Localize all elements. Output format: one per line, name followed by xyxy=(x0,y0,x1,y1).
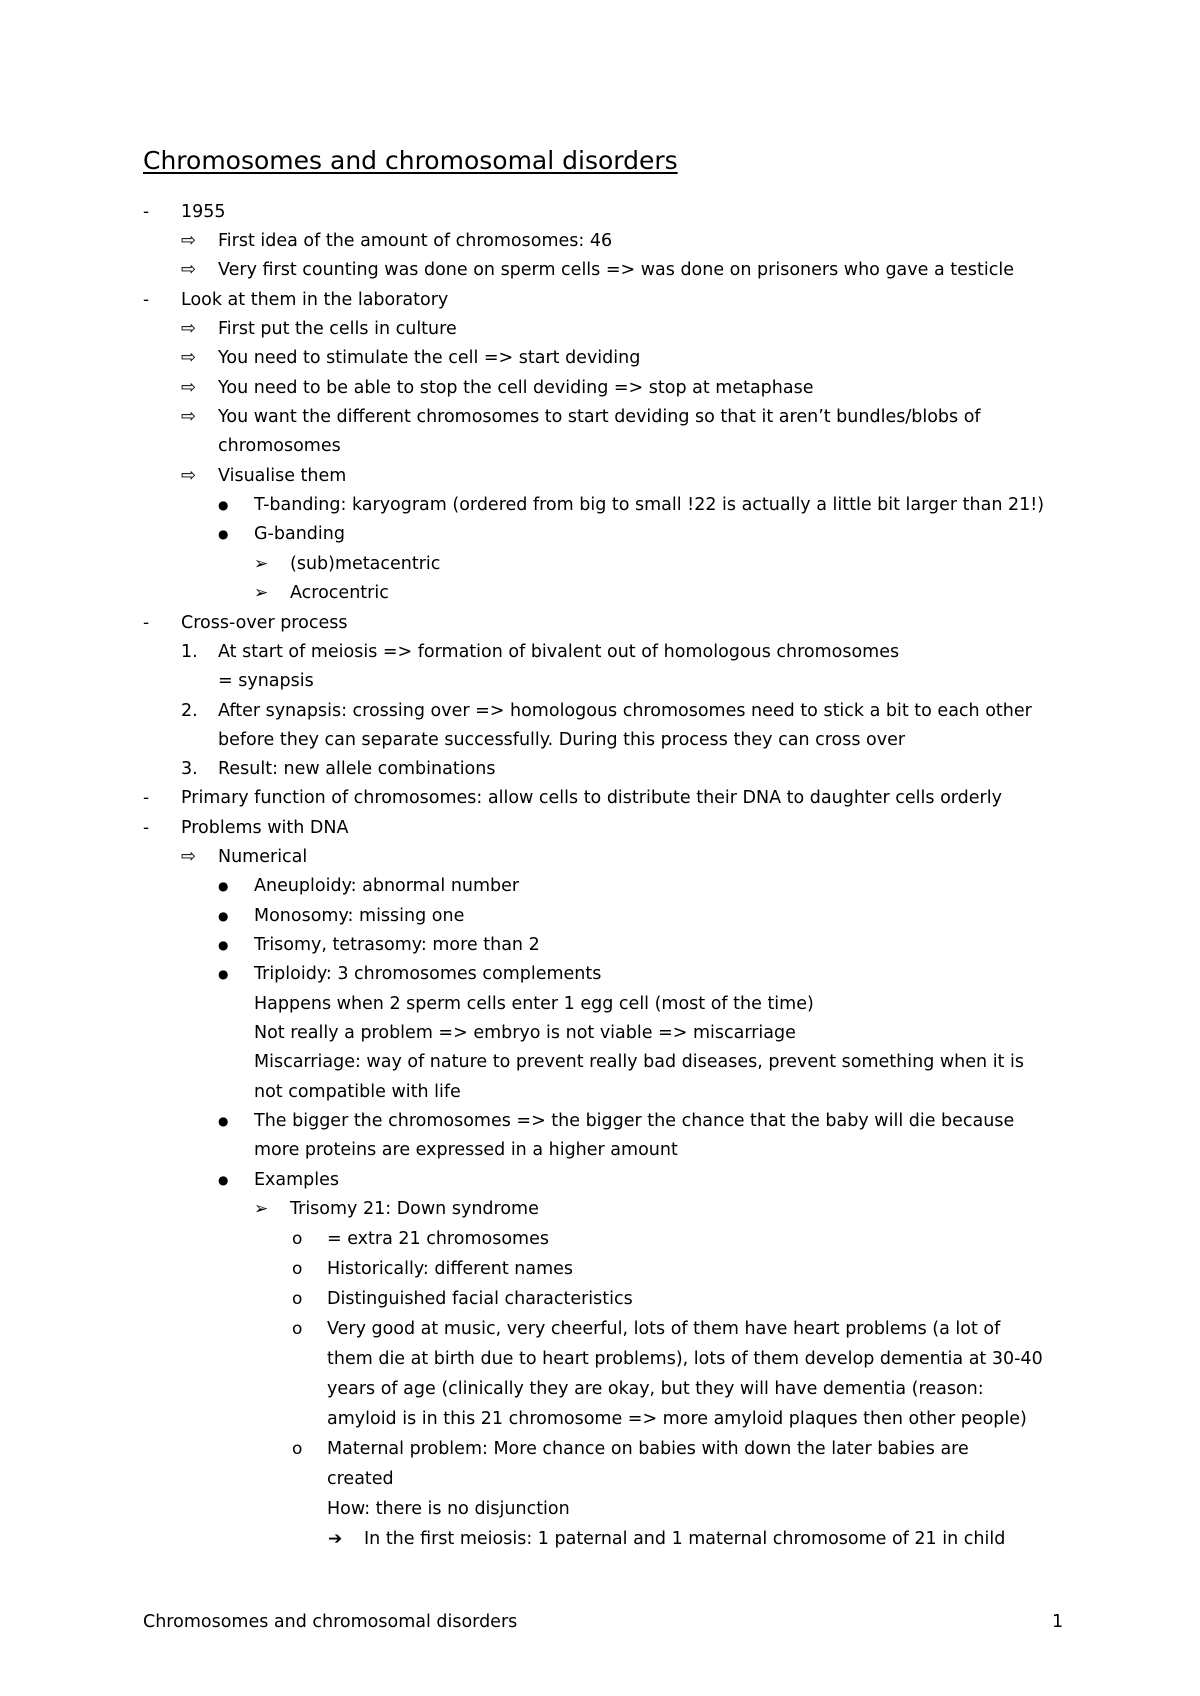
circle-marker: o xyxy=(292,1439,303,1459)
text-line: Miscarriage: way of nature to prevent really bad diseases, prevent something when it is xyxy=(254,1052,1024,1072)
dash-marker: - xyxy=(143,202,150,222)
hollow-arrow-icon: ⇨ xyxy=(181,406,197,427)
hollow-arrow-icon: ⇨ xyxy=(181,846,197,867)
text-line: Primary function of chromosomes: allow cells to distribute their DNA to daughter cells orderly xyxy=(181,788,1002,808)
text-line: = extra 21 chromosomes xyxy=(327,1229,549,1249)
text-line: Triploidy: 3 chromosomes complements xyxy=(254,964,602,984)
page-footer-title: Chromosomes and chromosomal disorders xyxy=(143,1612,518,1632)
hollow-arrow-icon: ⇨ xyxy=(181,318,197,339)
text-line: T-banding: karyogram (ordered from big to small !22 is actually a little bit larger than 21!) xyxy=(254,495,1045,515)
dash-marker: - xyxy=(143,613,150,633)
arrowhead-icon: ➢ xyxy=(254,583,269,603)
circle-marker: o xyxy=(292,1289,303,1309)
text-line: First put the cells in culture xyxy=(218,319,457,339)
text-line: amyloid is in this 21 chromosome => more amyloid plaques then other people) xyxy=(327,1409,1027,1429)
text-line: Numerical xyxy=(218,847,308,867)
page-number: 1 xyxy=(1052,1612,1064,1632)
circle-marker: o xyxy=(292,1229,303,1249)
text-line: 1955 xyxy=(181,202,226,222)
dash-marker: - xyxy=(143,290,150,310)
text-line: Trisomy, tetrasomy: more than 2 xyxy=(254,935,540,955)
bullet-icon: ● xyxy=(218,498,229,512)
text-line: In the first meiosis: 1 paternal and 1 maternal chromosome of 21 in child xyxy=(364,1529,1006,1549)
text-line: G-banding xyxy=(254,524,345,544)
text-line: created xyxy=(327,1469,394,1489)
hollow-arrow-icon: ⇨ xyxy=(181,377,197,398)
text-line: (sub)metacentric xyxy=(290,554,441,574)
arrowhead-icon: ➢ xyxy=(254,554,269,574)
text-line: Distinguished facial characteristics xyxy=(327,1289,633,1309)
dash-marker: - xyxy=(143,818,150,838)
arrowhead-icon: ➢ xyxy=(254,1199,269,1219)
hollow-arrow-icon: ⇨ xyxy=(181,230,197,251)
text-line: Very good at music, very cheerful, lots of them have heart problems (a lot of xyxy=(327,1319,1001,1339)
text-line: Acrocentric xyxy=(290,583,389,603)
text-line: not compatible with life xyxy=(254,1082,461,1102)
text-line: Historically: different names xyxy=(327,1259,574,1279)
text-line: more proteins are expressed in a higher amount xyxy=(254,1140,678,1160)
text-line: You need to be able to stop the cell deviding => stop at metaphase xyxy=(218,378,814,398)
bullet-icon: ● xyxy=(218,1114,229,1128)
dash-marker: - xyxy=(143,788,150,808)
text-line: = synapsis xyxy=(218,671,314,691)
text-line: Monosomy: missing one xyxy=(254,906,465,926)
text-line: Look at them in the laboratory xyxy=(181,290,449,310)
bold-arrow-icon: ➔ xyxy=(328,1529,343,1549)
text-line: Aneuploidy: abnormal number xyxy=(254,876,520,896)
bullet-icon: ● xyxy=(218,938,229,952)
text-line: Examples xyxy=(254,1170,340,1190)
circle-marker: o xyxy=(292,1319,303,1339)
list-number: 1. xyxy=(181,642,198,662)
text-line: Very first counting was done on sperm cells => was done on prisoners who gave a testicle xyxy=(218,260,1014,280)
hollow-arrow-icon: ⇨ xyxy=(181,259,197,280)
text-line: Visualise them xyxy=(218,466,347,486)
list-number: 3. xyxy=(181,759,198,779)
text-line: them die at birth due to heart problems), lots of them develop dementia at 30-40 xyxy=(327,1349,1043,1369)
hollow-arrow-icon: ⇨ xyxy=(181,347,197,368)
text-line: Problems with DNA xyxy=(181,818,349,838)
text-line: The bigger the chromosomes => the bigger the chance that the baby will die because xyxy=(254,1111,1015,1131)
text-line: Not really a problem => embryo is not viable => miscarriage xyxy=(254,1023,796,1043)
text-line: First idea of the amount of chromosomes: 46 xyxy=(218,231,613,251)
bullet-icon: ● xyxy=(218,909,229,923)
text-line: Trisomy 21: Down syndrome xyxy=(290,1199,539,1219)
text-line: Maternal problem: More chance on babies with down the later babies are xyxy=(327,1439,969,1459)
text-line: before they can separate successfully. During this process they can cross over xyxy=(218,730,906,750)
circle-marker: o xyxy=(292,1259,303,1279)
text-line: years of age (clinically they are okay, but they will have dementia (reason: xyxy=(327,1379,984,1399)
bullet-icon: ● xyxy=(218,527,229,541)
text-line: You need to stimulate the cell => start deviding xyxy=(218,348,641,368)
bullet-icon: ● xyxy=(218,879,229,893)
text-line: Cross-over process xyxy=(181,613,348,633)
text-line: At start of meiosis => formation of bivalent out of homologous chromosomes xyxy=(218,642,900,662)
bullet-icon: ● xyxy=(218,1173,229,1187)
text-line: Happens when 2 sperm cells enter 1 egg cell (most of the time) xyxy=(254,994,814,1014)
text-line: How: there is no disjunction xyxy=(327,1499,570,1519)
bullet-icon: ● xyxy=(218,967,229,981)
list-number: 2. xyxy=(181,701,198,721)
hollow-arrow-icon: ⇨ xyxy=(181,465,197,486)
text-line: After synapsis: crossing over => homologous chromosomes need to stick a bit to each other xyxy=(218,701,1032,721)
text-line: chromosomes xyxy=(218,436,341,456)
text-line: You want the different chromosomes to start deviding so that it aren’t bundles/blobs of xyxy=(218,407,981,427)
text-line: Result: new allele combinations xyxy=(218,759,496,779)
page-title: Chromosomes and chromosomal disorders xyxy=(143,146,678,175)
